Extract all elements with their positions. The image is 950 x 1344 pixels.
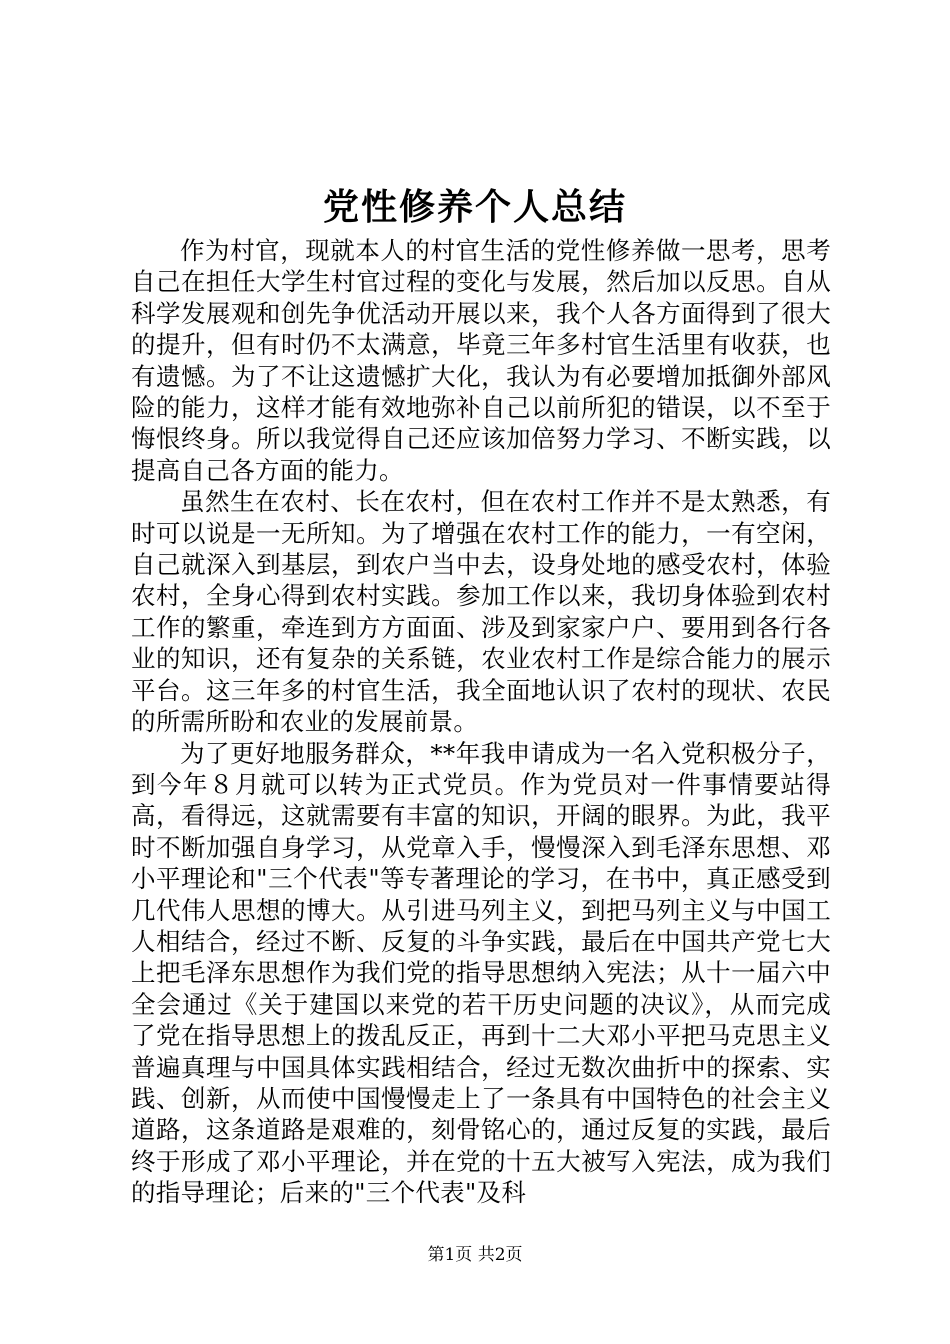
document-title: 党性修养个人总结 bbox=[322, 186, 627, 228]
document-body bbox=[131, 235, 831, 1209]
paragraph-1: 作为村官，现就本人的村官生活的党性修养做一思考，思考自己在担任大学生村官过程的变化与发展，然后加以反思。自从科学发展观和创先争优活动开展以来，我个人各方面得到了很大的提升，但有时仍不太满意，毕竟三年多村官生活里有收获，也有遗憾。为了不让这遗憾扩大化，我认为有必要增加抵御外部风险的能力，这样才能有效地弥补自己以前所犯的错误，以不至于悔恨终身。所以我觉得自己还应该加倍努力学习、不断实践，以提高自己各方面的能力。 bbox=[131, 236, 831, 485]
paragraph-3: 为了更好地服务群众，**年我申请成为一名入党积极分子，到今年８月就可以转为正式党员。作为党员对一件事情要站得高，看得远，这就需要有丰富的知识，开阔的眼界。为此，我平时不断加强自身学习，从党章入手，慢慢深入到毛泽东思想、邓小平理论和"三个代表"等专著理论的学习，在书中，真正感受到几代伟人思想的博大。从引进马列主义，到把马列主义与中国工人相结合，经过不断、反复的斗争实践，最后在中国共产党七大上把毛泽东思想作为我们党的指导思想纳入宪法；从十一届六中全会通过《关于建国以来党的若干历史问题的决议》，从而完成了党在指导思想上的拨乱反正，再到十二大邓小平把马克思主义普遍真理与中国具体实践相结合，经过无数次曲折中的探索、实践、创新，从而使中国慢慢走上了一条具有中国特色的社会主义道路，这条道路是艰难的，刻骨铭心的，通过反复的实践，最后终于形成了邓小平理论，并在党的十五大被写入宪法，成为我们的指导理论；后来的"三个代表"及科 bbox=[131, 738, 831, 1208]
paragraph-2: 虽然生在农村、长在农村，但在农村工作并不是太熟悉，有时可以说是一无所知。为了增强在农村工作的能力，一有空闲，自己就深入到基层，到农户当中去，设身处地的感受农村，体验农村，全身心得到农村实践。参加工作以来，我切身体验到农村工作的繁重，牵连到方方面面、涉及到家家户户、要用到各行各业的知识，还有复杂的关系链，农业农村工作是综合能力的展示平台。这三年多的村官生活，我全面地认识了农村的现状、农民的所需所盼和农业的发展前景。 bbox=[131, 487, 831, 737]
page-number-footer: 第1页 共2页 bbox=[427, 1245, 523, 1265]
